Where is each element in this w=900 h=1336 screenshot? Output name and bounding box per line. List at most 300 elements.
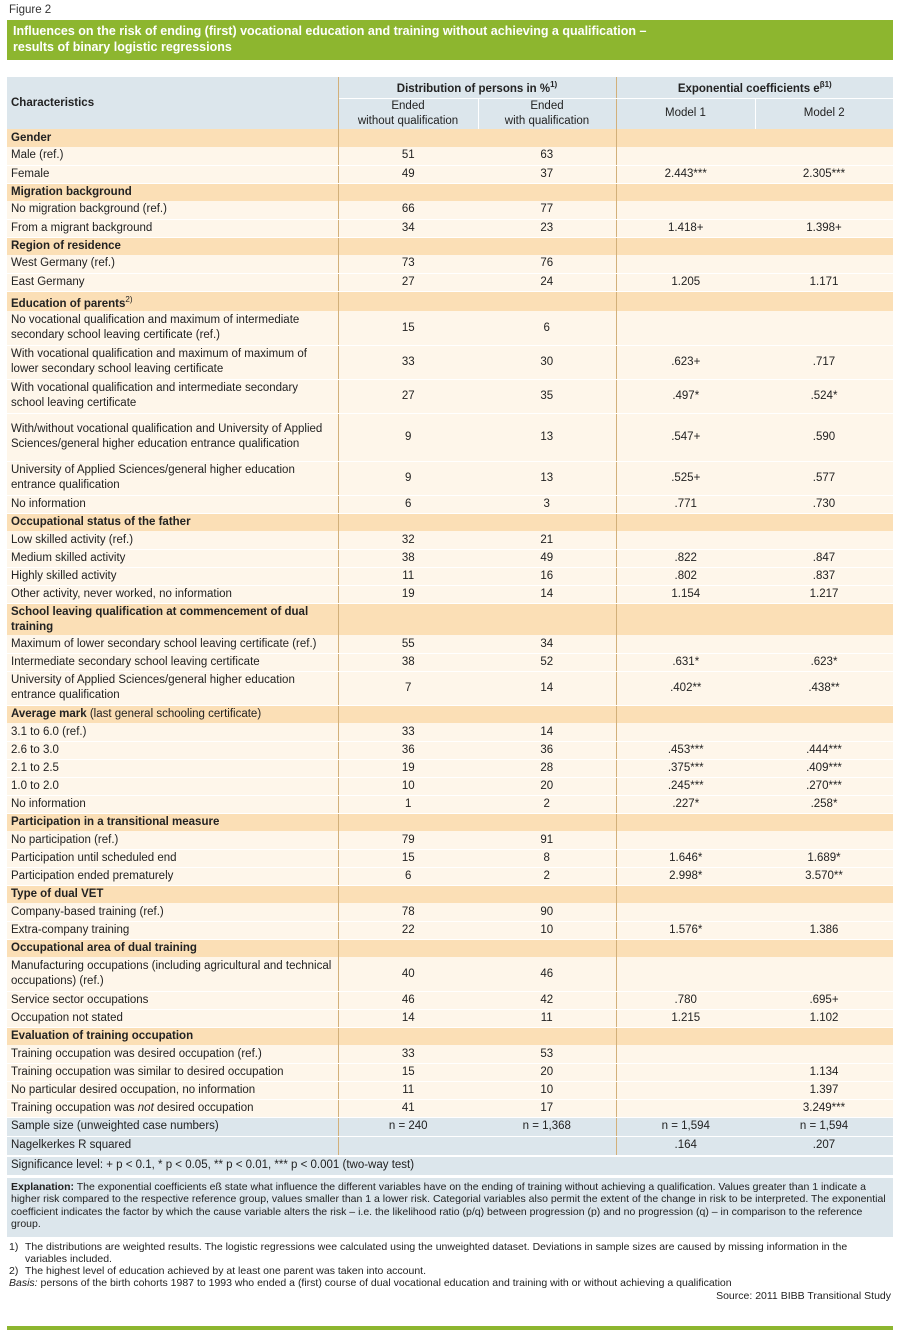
value-ended-with: 28 (478, 759, 616, 777)
section-cell (616, 885, 755, 903)
value-model-1: .227* (616, 795, 755, 813)
value-model-2: .717 (755, 345, 893, 379)
section-row (7, 885, 893, 903)
section-title: School leaving qualification at commencement of dual training (7, 603, 338, 635)
value-ended-without: 55 (338, 635, 478, 653)
summary-ended-without (338, 1136, 478, 1155)
row-label: With/without vocational qualification and University of Applied Sciences/general higher education entrance qualification (7, 413, 338, 461)
value-model-1: .497* (616, 379, 755, 413)
section-cell (755, 813, 893, 831)
value-model-2 (755, 255, 893, 273)
value-model-2: 1.102 (755, 1009, 893, 1027)
section-cell (338, 291, 478, 311)
value-model-2: 1.386 (755, 921, 893, 939)
value-model-1 (616, 903, 755, 921)
row-label: Highly skilled activity (7, 567, 338, 585)
value-model-2: .695+ (755, 991, 893, 1009)
value-model-2: 1.217 (755, 585, 893, 603)
value-ended-with: 53 (478, 1045, 616, 1063)
section-title: Education of parents$^{2)}$ (7, 291, 338, 311)
section-cell (478, 513, 616, 531)
section-cell (478, 603, 616, 635)
row-label: 2.1 to 2.5 (7, 759, 338, 777)
section-cell (338, 1027, 478, 1045)
value-ended-without: 46 (338, 991, 478, 1009)
value-ended-without: 6 (338, 867, 478, 885)
row-label: 3.1 to 6.0 (ref.) (7, 723, 338, 741)
value-ended-with: 10 (478, 1081, 616, 1099)
value-model-2: .590 (755, 413, 893, 461)
section-cell (616, 237, 755, 255)
value-model-2: 1.398+ (755, 219, 893, 237)
bottom-rule (7, 1326, 893, 1330)
row-label: University of Applied Sciences/general higher education entrance qualification (7, 461, 338, 495)
value-model-1: .623+ (616, 345, 755, 379)
value-ended-with: 76 (478, 255, 616, 273)
row-label: Training occupation was not desired occupation (7, 1099, 338, 1117)
value-model-1: .822 (616, 549, 755, 567)
table-row (7, 165, 893, 183)
section-cell (755, 291, 893, 311)
row-label: Medium skilled activity (7, 549, 338, 567)
row-label: Manufacturing occupations (including agricultural and technical occupations) (ref.) (7, 957, 338, 991)
value-model-1: 1.418+ (616, 219, 755, 237)
section-title: Occupational area of dual training (7, 939, 338, 957)
figure-label: Figure 2 (9, 4, 52, 16)
section-cell (478, 183, 616, 201)
summary-label: Nagelkerkes R squared (7, 1136, 338, 1155)
value-model-1 (616, 1063, 755, 1081)
summary-row (7, 1136, 893, 1155)
value-model-2 (755, 201, 893, 219)
value-ended-with: 46 (478, 957, 616, 991)
row-label: University of Applied Sciences/general higher education entrance qualification (7, 671, 338, 705)
section-row (7, 1027, 893, 1045)
table-row (7, 345, 893, 379)
section-cell (616, 939, 755, 957)
section-cell (616, 183, 755, 201)
value-ended-without: 6 (338, 495, 478, 513)
value-ended-without: 15 (338, 1063, 478, 1081)
value-ended-with: 49 (478, 549, 616, 567)
table-row (7, 741, 893, 759)
table-row (7, 849, 893, 867)
row-label: Extra-company training (7, 921, 338, 939)
value-ended-with: 14 (478, 585, 616, 603)
summary-row (7, 1117, 893, 1136)
section-cell (755, 885, 893, 903)
table-footer (7, 1117, 893, 1155)
section-row (7, 291, 893, 311)
section-cell (338, 939, 478, 957)
explanation-label: Explanation: (11, 1180, 75, 1193)
value-model-2 (755, 903, 893, 921)
section-cell (478, 1027, 616, 1045)
section-cell (338, 513, 478, 531)
section-title: Gender (7, 129, 338, 147)
section-cell (478, 129, 616, 147)
value-model-2: .444*** (755, 741, 893, 759)
row-label: Training occupation was similar to desired occupation (7, 1063, 338, 1081)
value-model-1 (616, 531, 755, 549)
value-model-2 (755, 311, 893, 345)
value-model-2: .438** (755, 671, 893, 705)
value-ended-without: 49 (338, 165, 478, 183)
summary-ended-with (478, 1136, 616, 1155)
row-label: Other activity, never worked, no information (7, 585, 338, 603)
section-cell (616, 603, 755, 635)
value-model-1: 1.215 (616, 1009, 755, 1027)
value-model-2 (755, 831, 893, 849)
section-row (7, 237, 893, 255)
value-model-1: .525+ (616, 461, 755, 495)
value-model-2: 1.397 (755, 1081, 893, 1099)
value-ended-with: 3 (478, 495, 616, 513)
value-ended-with: 8 (478, 849, 616, 867)
row-label: No migration background (ref.) (7, 201, 338, 219)
section-cell (755, 1027, 893, 1045)
value-ended-without: 38 (338, 549, 478, 567)
figure-title-line-1: Influences on the risk of ending (first) vocational education and training without achieving a qualification – (13, 24, 647, 38)
value-model-2: 1.689* (755, 849, 893, 867)
table-row (7, 201, 893, 219)
section-cell (338, 237, 478, 255)
section-cell (478, 705, 616, 723)
value-model-2: .258* (755, 795, 893, 813)
value-ended-without: 33 (338, 345, 478, 379)
section-row (7, 939, 893, 957)
value-model-1: .780 (616, 991, 755, 1009)
header-characteristics: Characteristics (7, 77, 338, 129)
row-label: Company-based training (ref.) (7, 903, 338, 921)
value-model-1 (616, 201, 755, 219)
section-cell (478, 885, 616, 903)
table-row (7, 1063, 893, 1081)
section-cell (616, 1027, 755, 1045)
value-model-1 (616, 1099, 755, 1117)
table-row (7, 759, 893, 777)
value-model-2 (755, 957, 893, 991)
section-title: Occupational status of the father (7, 513, 338, 531)
section-cell (755, 129, 893, 147)
value-model-2: .847 (755, 549, 893, 567)
table-header (7, 77, 893, 129)
table-row (7, 585, 893, 603)
value-model-1: .453*** (616, 741, 755, 759)
value-ended-with: 21 (478, 531, 616, 549)
value-ended-without: 36 (338, 741, 478, 759)
value-ended-with: 63 (478, 147, 616, 165)
table-row (7, 867, 893, 885)
row-label: No participation (ref.) (7, 831, 338, 849)
value-ended-with: 42 (478, 991, 616, 1009)
section-cell (755, 939, 893, 957)
value-ended-with: 17 (478, 1099, 616, 1117)
row-label: East Germany (7, 273, 338, 291)
value-model-2: 1.171 (755, 273, 893, 291)
table-row (7, 635, 893, 653)
value-ended-without: 1 (338, 795, 478, 813)
section-cell (755, 183, 893, 201)
header-distribution: Distribution of persons in %$^{1)}$ (338, 77, 616, 98)
row-label: Participation ended prematurely (7, 867, 338, 885)
section-title: Evaluation of training occupation (7, 1027, 338, 1045)
table-row (7, 531, 893, 549)
row-label: Female (7, 165, 338, 183)
table-row (7, 795, 893, 813)
table-row (7, 921, 893, 939)
figure-title-line-2: results of binary logistic regressions (13, 40, 232, 54)
value-ended-without: 34 (338, 219, 478, 237)
value-model-1: 1.205 (616, 273, 755, 291)
value-model-2: .524* (755, 379, 893, 413)
table-row (7, 379, 893, 413)
value-model-1: .402** (616, 671, 755, 705)
table-row (7, 273, 893, 291)
section-cell (338, 885, 478, 903)
value-model-2 (755, 1045, 893, 1063)
value-model-2 (755, 635, 893, 653)
value-ended-without: 51 (338, 147, 478, 165)
value-ended-with: 20 (478, 777, 616, 795)
value-ended-with: 2 (478, 867, 616, 885)
table-row (7, 567, 893, 585)
table-row (7, 903, 893, 921)
row-label: No vocational qualification and maximum of intermediate secondary school leaving certificate (ref.) (7, 311, 338, 345)
basis-note: Basis: persons of the birth cohorts 1987 to 1993 who ended a (first) course of dual vocational education and training with or without achieving a qualification (9, 1276, 732, 1289)
value-ended-without: 19 (338, 759, 478, 777)
value-ended-with: 13 (478, 413, 616, 461)
table-row (7, 255, 893, 273)
row-label: No information (7, 495, 338, 513)
header-coefficients: Exponential coefficients $e^{\beta 1)}$ (616, 77, 893, 98)
value-model-1: .245*** (616, 777, 755, 795)
value-model-2: .837 (755, 567, 893, 585)
value-model-1: 1.154 (616, 585, 755, 603)
value-ended-with: 14 (478, 723, 616, 741)
value-model-2: .577 (755, 461, 893, 495)
value-ended-without: 41 (338, 1099, 478, 1117)
section-cell (616, 291, 755, 311)
value-ended-without: 33 (338, 1045, 478, 1063)
section-cell (616, 513, 755, 531)
value-ended-with: 16 (478, 567, 616, 585)
value-ended-without: 15 (338, 311, 478, 345)
value-ended-without: 9 (338, 413, 478, 461)
row-label: Service sector occupations (7, 991, 338, 1009)
section-cell (338, 129, 478, 147)
value-model-1 (616, 1081, 755, 1099)
table-row (7, 831, 893, 849)
value-model-1: 1.576* (616, 921, 755, 939)
value-ended-without: 32 (338, 531, 478, 549)
value-ended-with: 20 (478, 1063, 616, 1081)
value-ended-with: 90 (478, 903, 616, 921)
value-ended-with: 36 (478, 741, 616, 759)
table-row (7, 1099, 893, 1117)
value-model-1: .547+ (616, 413, 755, 461)
summary-ended-with: n = 1,368 (478, 1117, 616, 1136)
section-cell (478, 291, 616, 311)
value-ended-without: 79 (338, 831, 478, 849)
section-cell (338, 183, 478, 201)
significance-note: Significance level: + p < 0.1, * p < 0.05, ** p < 0.01, *** p < 0.001 (two-way test) (7, 1156, 893, 1175)
table-row (7, 1081, 893, 1099)
section-cell (478, 813, 616, 831)
section-cell (616, 129, 755, 147)
value-ended-with: 52 (478, 653, 616, 671)
summary-model-1: .164 (616, 1136, 755, 1155)
value-ended-without: 27 (338, 379, 478, 413)
value-model-1 (616, 311, 755, 345)
table-row (7, 1045, 893, 1063)
value-ended-without: 9 (338, 461, 478, 495)
table-row (7, 219, 893, 237)
value-model-1 (616, 1045, 755, 1063)
value-ended-with: 34 (478, 635, 616, 653)
row-label: With vocational qualification and maximum of maximum of lower secondary school leaving certificate (7, 345, 338, 379)
table-row (7, 991, 893, 1009)
value-model-2: 3.249*** (755, 1099, 893, 1117)
value-model-2 (755, 723, 893, 741)
section-cell (755, 603, 893, 635)
footnote: 2) The highest level of education achieved by at least one parent was taken into account. (9, 1264, 427, 1277)
explanation-box (7, 1178, 893, 1237)
value-model-2 (755, 531, 893, 549)
value-ended-without: 73 (338, 255, 478, 273)
value-ended-without: 11 (338, 567, 478, 585)
row-label: From a migrant background (7, 219, 338, 237)
value-ended-without: 15 (338, 849, 478, 867)
value-ended-with: 2 (478, 795, 616, 813)
value-ended-with: 13 (478, 461, 616, 495)
footnotes (7, 1237, 893, 1289)
value-ended-with: 6 (478, 311, 616, 345)
value-model-1: .375*** (616, 759, 755, 777)
table-row (7, 723, 893, 741)
row-label: Occupation not stated (7, 1009, 338, 1027)
value-model-1 (616, 635, 755, 653)
value-ended-without: 22 (338, 921, 478, 939)
section-row (7, 705, 893, 723)
section-title: Type of dual VET (7, 885, 338, 903)
section-title: Migration background (7, 183, 338, 201)
value-model-1 (616, 957, 755, 991)
table-row (7, 147, 893, 165)
section-cell (616, 705, 755, 723)
value-ended-without: 27 (338, 273, 478, 291)
value-model-1 (616, 147, 755, 165)
section-title: Average mark (last general schooling certificate) (7, 705, 338, 723)
summary-model-2: .207 (755, 1136, 893, 1155)
value-model-1 (616, 831, 755, 849)
row-label: 1.0 to 2.0 (7, 777, 338, 795)
row-label: Training occupation was desired occupation (ref.) (7, 1045, 338, 1063)
value-model-1: 2.998* (616, 867, 755, 885)
section-cell (478, 939, 616, 957)
value-ended-with: 77 (478, 201, 616, 219)
value-model-2 (755, 147, 893, 165)
value-ended-without: 78 (338, 903, 478, 921)
header-ended-with: Ended with qualification (478, 98, 616, 129)
section-cell (338, 705, 478, 723)
row-label: Intermediate secondary school leaving certificate (7, 653, 338, 671)
value-ended-with: 24 (478, 273, 616, 291)
value-ended-without: 33 (338, 723, 478, 741)
value-ended-with: 11 (478, 1009, 616, 1027)
value-model-2: .409*** (755, 759, 893, 777)
value-model-1: .802 (616, 567, 755, 585)
value-ended-with: 35 (478, 379, 616, 413)
value-model-1 (616, 723, 755, 741)
section-row (7, 603, 893, 635)
value-model-1 (616, 255, 755, 273)
value-ended-without: 40 (338, 957, 478, 991)
header-model-1: Model 1 (616, 98, 755, 129)
row-label: West Germany (ref.) (7, 255, 338, 273)
regression-table (7, 77, 893, 1156)
summary-model-1: n = 1,594 (616, 1117, 755, 1136)
value-ended-without: 14 (338, 1009, 478, 1027)
value-ended-with: 10 (478, 921, 616, 939)
value-model-1: 1.646* (616, 849, 755, 867)
explanation-text: The exponential coefficients eß state what influence the different variables have on the ending of training without achieving a qualification. Values greater than 1 indicate a higher risk compared to the respective reference group, values smaller than 1 a lower risk. Categorial variables also permit the extent of the change in risk to be interpreted. The exponential coefficient indicates the factor by which the cause variable alters the risk – i.e. the likelihood ratio (p/q) between progression (p) and no progression (q) – in comparison to the reference group. (11, 1180, 886, 1231)
section-row (7, 513, 893, 531)
value-model-2: 3.570** (755, 867, 893, 885)
section-row (7, 813, 893, 831)
header-model-2: Model 2 (755, 98, 893, 129)
value-ended-with: 91 (478, 831, 616, 849)
table-row (7, 461, 893, 495)
value-model-2: 1.134 (755, 1063, 893, 1081)
footnote: 1) The distributions are weighted results. The logistic regressions wee calculated using the unweighted dataset. Deviations in sample sizes are caused by missing information in the variables included. (9, 1240, 848, 1265)
table-row (7, 311, 893, 345)
value-ended-without: 19 (338, 585, 478, 603)
value-model-2: .623* (755, 653, 893, 671)
row-label: Maximum of lower secondary school leaving certificate (ref.) (7, 635, 338, 653)
value-model-1: .631* (616, 653, 755, 671)
value-model-2: 2.305*** (755, 165, 893, 183)
value-ended-with: 37 (478, 165, 616, 183)
table-row (7, 957, 893, 991)
row-label: 2.6 to 3.0 (7, 741, 338, 759)
section-row (7, 129, 893, 147)
summary-ended-without: n = 240 (338, 1117, 478, 1136)
row-label: Participation until scheduled end (7, 849, 338, 867)
table-row (7, 653, 893, 671)
section-cell (338, 603, 478, 635)
section-title: Region of residence (7, 237, 338, 255)
table-row (7, 671, 893, 705)
value-ended-with: 30 (478, 345, 616, 379)
section-row (7, 183, 893, 201)
value-ended-without: 10 (338, 777, 478, 795)
row-label: No particular desired occupation, no information (7, 1081, 338, 1099)
table-row (7, 549, 893, 567)
source-note: Source: 2011 BIBB Transitional Study (716, 1289, 891, 1302)
value-ended-without: 38 (338, 653, 478, 671)
table-row (7, 777, 893, 795)
value-model-1: .771 (616, 495, 755, 513)
value-ended-with: 14 (478, 671, 616, 705)
row-label: With vocational qualification and intermediate secondary school leaving certificate (7, 379, 338, 413)
table-row (7, 1009, 893, 1027)
section-cell (755, 513, 893, 531)
section-cell (616, 813, 755, 831)
value-ended-without: 7 (338, 671, 478, 705)
figure-title (7, 20, 893, 60)
row-label: Low skilled activity (ref.) (7, 531, 338, 549)
